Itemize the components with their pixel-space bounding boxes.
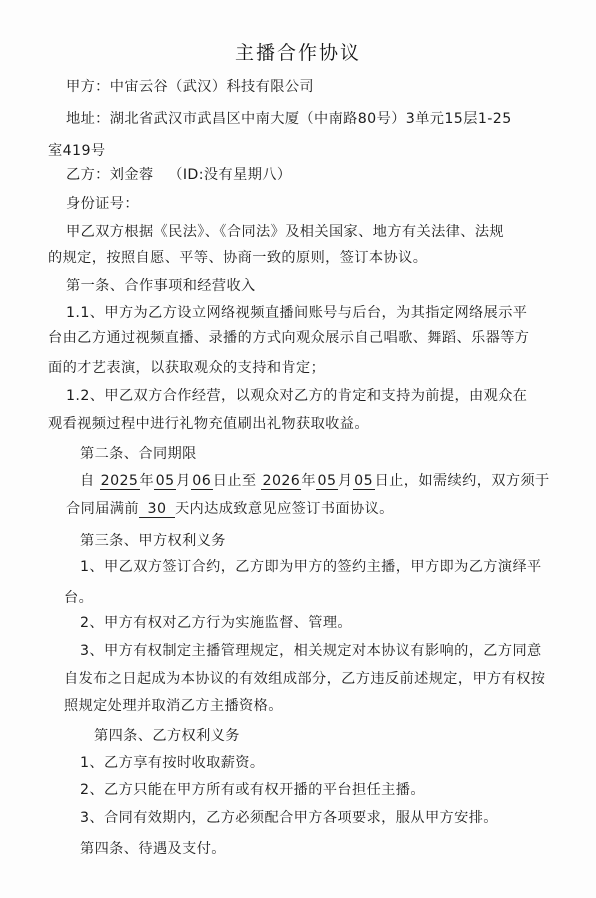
end-year: 2026 <box>262 473 301 489</box>
renewal-line <box>66 498 394 518</box>
article-1-1-line-2: 台由乙方通过视频直播、录播的方式向观众展示自己唱歌、舞蹈、乐器等方 <box>48 330 530 346</box>
term-suffix: 日止，如需续约，双方须于 <box>374 473 550 489</box>
start-month-char: 月 <box>176 473 191 489</box>
party-a-label: 甲方： <box>66 79 110 95</box>
end-day: 05 <box>354 473 373 489</box>
party-b-line: 乙方：刘金蓉 （ID:没有星期八） <box>66 167 292 183</box>
term-from-prefix: 自 <box>80 473 95 489</box>
article-3-item-1-line-2: 台。 <box>64 590 94 606</box>
article-3-item-3-line-2: 自发布之日起成为本协议的有效组成部分，乙方违反前述规定，甲方有权按 <box>64 671 546 687</box>
party-b-id-card: 身份证号： <box>66 196 139 212</box>
start-year-char: 年 <box>139 473 155 489</box>
party-a-address-line-2: 室419号 <box>48 143 106 159</box>
article-4-item-3: 3、合同有效期内，乙方必须配合甲方各项要求，服从甲方安排。 <box>80 810 498 826</box>
article-4b-heading: 第四条、待遇及支付。 <box>80 841 226 857</box>
article-3-item-3-line-3: 照规定处理并取消乙方主播资格。 <box>64 698 283 714</box>
article-1-1-line-3: 面的才艺表演，以获取观众的支持和肯定； <box>48 360 326 376</box>
renewal-days: 30 <box>139 502 175 518</box>
article-3-heading: 第三条、甲方权利义务 <box>80 533 226 549</box>
article-1-heading: 第一条、合作事项和经营收入 <box>66 278 256 294</box>
end-month: 05 <box>317 473 337 489</box>
renewal-suffix: 天内达成致意见应签订书面协议。 <box>174 501 394 517</box>
end-year-char: 年 <box>301 473 316 489</box>
article-3-item-2: 2、甲方有权对乙方行为实施监督、管理。 <box>80 615 353 631</box>
term-day-to: 日止至 <box>212 473 257 489</box>
preamble-line-2: 的规定，按照自愿、平等、协商一致的原则，签订本协议。 <box>48 250 428 266</box>
article-4-item-2: 2、乙方只能在甲方所有或有权开播的平台担任主播。 <box>80 782 425 798</box>
party-a-address-line-1: 地址：湖北省武汉市武昌区中南大厦（中南路80号）3单元15层1-25 <box>66 111 512 127</box>
article-2-heading: 第二条、合同期限 <box>80 446 197 462</box>
start-day: 06 <box>192 473 212 489</box>
renewal-prefix: 合同届满前 <box>66 501 139 517</box>
document-title: 主播合作协议 <box>234 42 361 64</box>
preamble-line-1: 甲乙双方根据《民法》、《合同法》及相关国家、地方有关法律、法规 <box>66 224 505 240</box>
start-month: 05 <box>155 473 175 489</box>
article-4-item-1: 1、乙方享有按时收取薪资。 <box>80 755 265 771</box>
term-line <box>80 470 550 490</box>
party-a-name: 中宙云谷（武汉）科技有限公司 <box>109 79 314 95</box>
article-1-2-line-1: 1.2、甲乙双方合作经营，以观众对乙方的肯定和支持为前提，由观众在 <box>66 388 528 404</box>
party-a-line <box>66 76 314 96</box>
article-4-heading: 第四条、乙方权利义务 <box>94 728 240 744</box>
article-3-item-1-line-1: 1、甲乙双方签订合约，乙方即为甲方的签约主播，甲方即为乙方演绎平 <box>80 559 542 575</box>
article-1-1-line-1: 1.1、甲方为乙方设立网络视频直播间账号与后台，为其指定网络展示平 <box>66 305 528 321</box>
end-month-char: 月 <box>337 473 353 489</box>
article-1-2-line-2: 观看视频过程中进行礼物充值刷出礼物获取收益。 <box>48 416 369 432</box>
start-year: 2025 <box>100 473 139 489</box>
article-3-item-3-line-1: 3、甲方有权制定主播管理规定，相关规定对本协议有影响的，乙方同意 <box>80 643 542 659</box>
